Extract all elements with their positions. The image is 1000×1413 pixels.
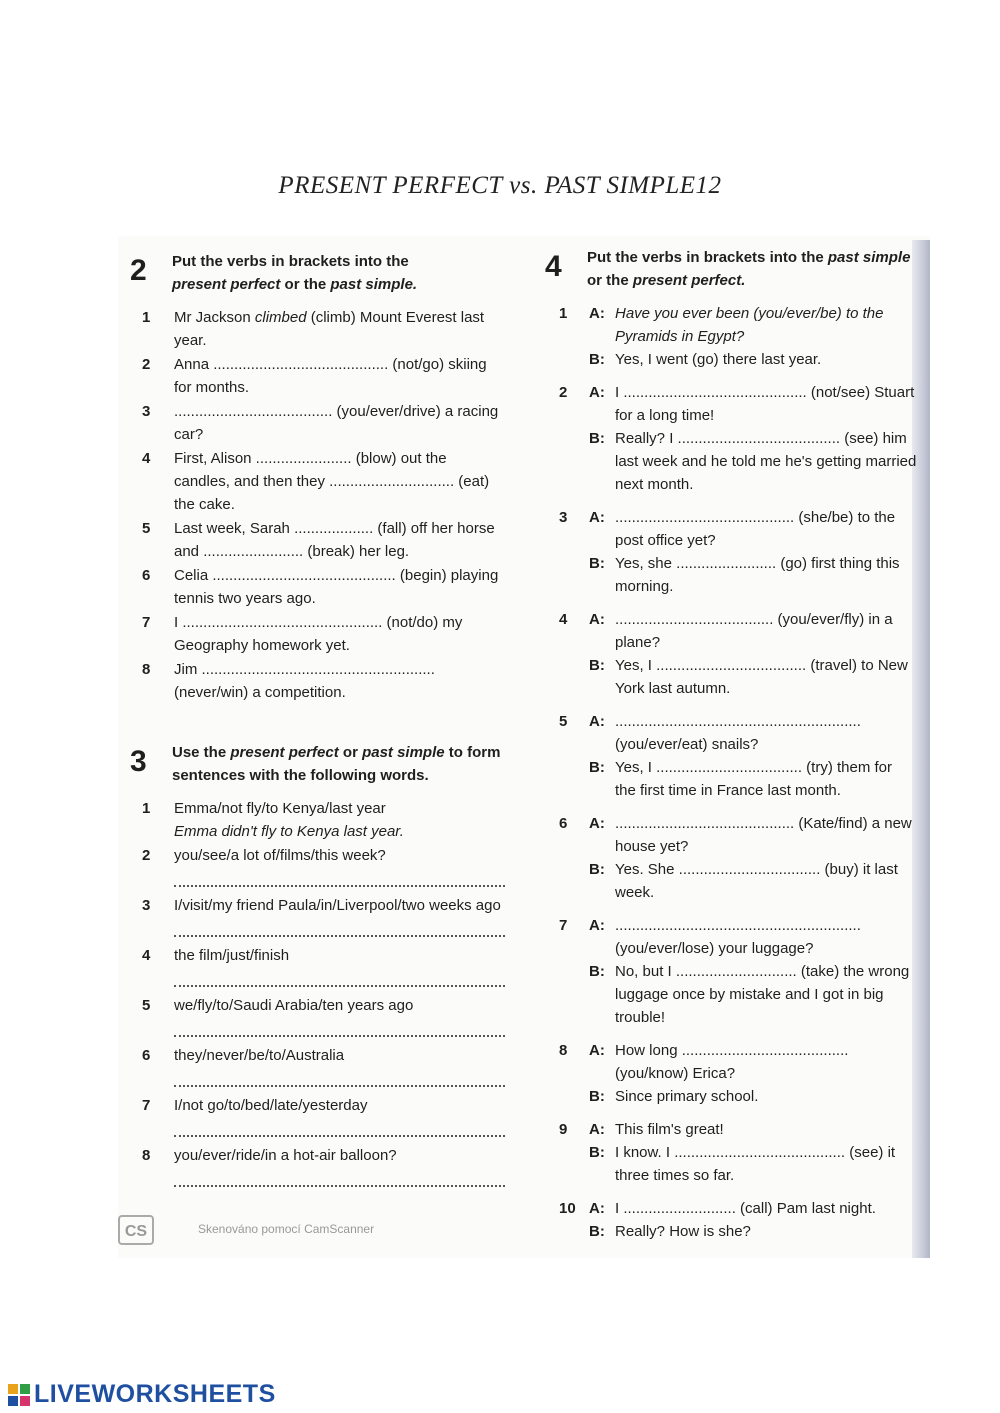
list-item: 5 Last week, Sarah ................... (fall) off her horse and ........................ (break) her leg. [142,520,495,560]
liveworksheets-brand: LIVEWORKSHEETS [34,1380,276,1408]
exercise-4-header [545,246,917,292]
exercise-4-items [545,302,917,1243]
answer-line[interactable] [174,917,505,937]
left-column [130,250,505,1194]
list-item: 3 I/visit/my friend Paula/in/Liverpool/two weeks ago [130,894,505,943]
exercise-instruction: Use the present perfect or past simple to form sentences with the following words. [172,744,501,784]
list-item: 3 ...................................... (you/ever/drive) a racing car? [142,403,499,443]
dialogue-item: 7 A: ........................................................... (you/ever/lose) your luggage? B: No, but I ............................. (take) the wrong luggage once by mistake and I got in big trouble! [559,917,910,1026]
exercise-number: 3 [130,745,147,778]
dialogue-item: 10 A: I ........................... (call) Pam last night. B: Really? How is she? [559,1200,876,1240]
list-item: 1 Mr Jackson climbed (climb) Mount Everest last year. [142,309,485,349]
dialogue-item: 1 A: Have you ever been (you/ever/be) to the Pyramids in Egypt? B: Yes, I went (go) there last year. [559,305,884,368]
list-item: 7 I/not go/to/bed/late/yesterday [130,1094,505,1143]
dialogue-item: 6 A: ........................................... (Kate/find) a new house yet? B: Yes. She .................................. (buy) it last week. [559,815,912,901]
exercise-number: 2 [130,254,147,287]
right-column [545,246,917,1253]
list-item: 8 Jim ........................................................ (never/win) a competition. [142,661,435,701]
scanner-watermark: Skenováno pomocí CamScanner [198,1222,375,1236]
exercise-instruction: Put the verbs in brackets into the present perfect or the past simple. [172,253,418,293]
dialogue-item: 4 A: ...................................... (you/ever/fly) in a plane? B: Yes, I .................................... (travel) to New York last autumn. [559,611,908,697]
answer-line[interactable] [174,1067,505,1087]
list-item: 4 the film/just/finish [130,944,505,993]
list-item: 1 Emma/not fly/to Kenya/last year Emma didn't fly to Kenya last year. [142,800,404,840]
list-item: 2 you/see/a lot of/films/this week? [130,844,505,893]
dialogue-item: 9 A: This film's great! B: I know. I ......................................... (see) it three times so far. [559,1121,896,1184]
list-item: 7 I ................................................ (not/do) my Geography homework yet. [142,614,463,654]
liveworksheets-logo-icon [8,1384,30,1406]
list-item: 2 Anna .......................................... (not/go) skiing for months. [142,356,487,396]
answer-line[interactable] [174,1017,505,1037]
list-item: 5 we/fly/to/Saudi Arabia/ten years ago [130,994,505,1043]
exercise-2-header [130,250,505,296]
list-item: 4 First, Alison ....................... (blow) out the candles, and then they .............................. (eat) the cake. [142,450,490,513]
dialogue-item: 8 A: How long ........................................ (you/know) Erica? B: Since primary school. [559,1042,849,1105]
dialogue-item: 2 A: I ............................................ (not/see) Stuart for a long time! B: Really? I ....................................... (see) him last week and he told me he's getting married next month. [559,384,917,493]
camscanner-logo: CS [118,1215,154,1245]
list-item: 6 they/never/be/to/Australia [130,1044,505,1093]
exercise-3-items [130,797,505,1193]
answer-line[interactable] [174,1167,505,1187]
answer-line[interactable] [174,1117,505,1137]
list-item: 8 you/ever/ride/in a hot-air balloon? [130,1144,505,1193]
liveworksheets-footer[interactable] [8,1380,276,1409]
exercise-instruction: Put the verbs in brackets into the past simple or the present perfect. [587,249,911,289]
dialogue-item: 3 A: ........................................... (she/be) to the post office yet? B: Yes, she ........................ (go) first thing this morning. [559,509,900,595]
exercise-2-items [130,306,505,704]
exercise-3-header [130,741,505,787]
answer-line[interactable] [174,867,505,887]
worksheet-title: PRESENT PERFECT vs. PAST SIMPLE12 [278,172,722,199]
dialogue-item: 5 A: ........................................................... (you/ever/eat) snails? B: Yes, I ................................... (try) them for the first time in France last month. [559,713,893,799]
answer-line[interactable] [174,967,505,987]
exercise-number: 4 [545,250,562,283]
list-item: 6 Celia ............................................ (begin) playing tennis two years ago. [142,567,499,607]
